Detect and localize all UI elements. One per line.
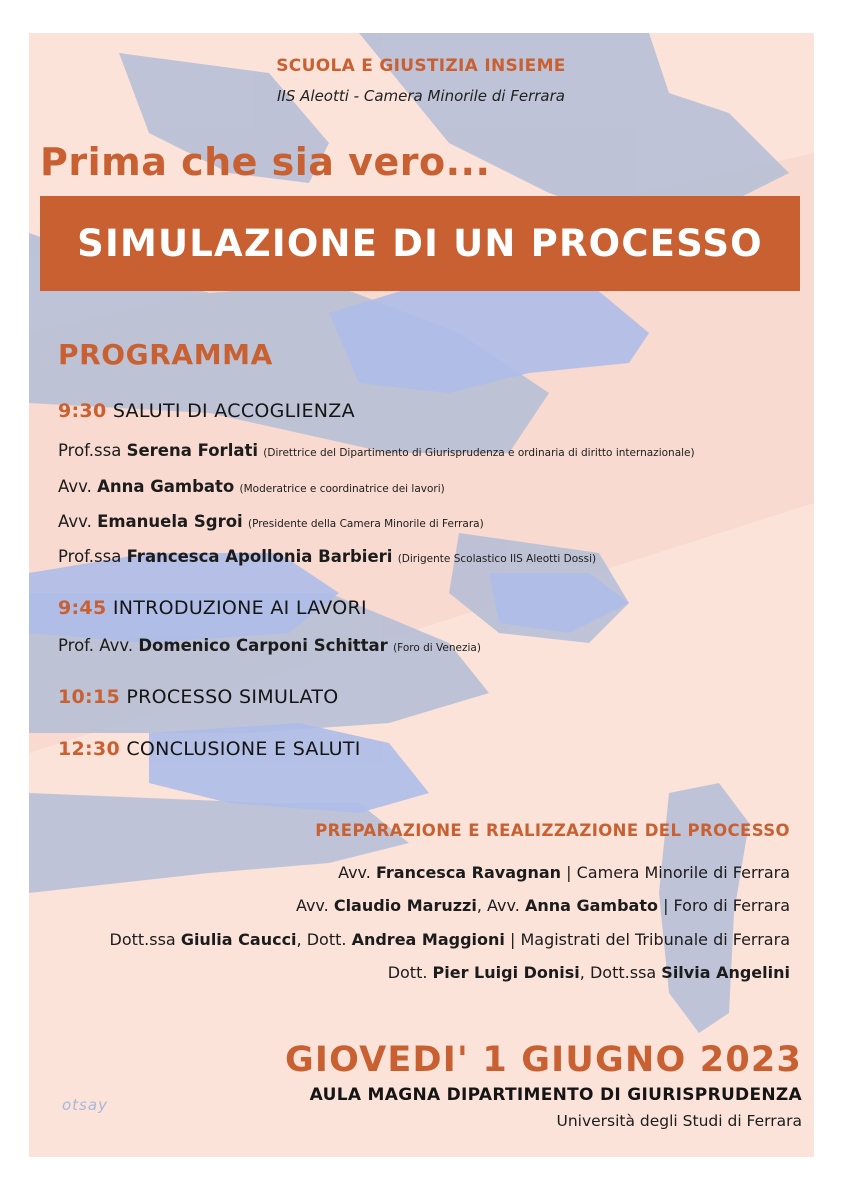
preparation-line xyxy=(338,863,790,882)
slot-time: 12:30 xyxy=(58,738,120,760)
prep-comma: , xyxy=(579,963,585,982)
event-title-banner: SIMULAZIONE DI UN PROCESSO xyxy=(40,196,800,291)
prep-separator: | xyxy=(566,863,572,882)
slot-label: CONCLUSIONE E SALUTI xyxy=(126,738,361,760)
prep-title: Dott.ssa xyxy=(589,963,657,982)
preparation-line xyxy=(388,963,790,982)
prep-title: Avv. xyxy=(487,896,520,915)
prep-title: Dott. xyxy=(306,930,347,949)
speaker-role: (Presidente della Camera Minorile di Ferrara) xyxy=(247,518,484,530)
slot-label: INTRODUZIONE AI LAVORI xyxy=(112,597,367,619)
speaker-title: Prof. Avv. xyxy=(58,636,134,655)
program-heading: PROGRAMMA xyxy=(58,338,273,371)
preparation-heading: PREPARAZIONE E REALIZZAZIONE DEL PROCESSO xyxy=(315,821,790,840)
prep-name: Silvia Angelini xyxy=(661,963,790,982)
prep-name: Francesca Ravagnan xyxy=(375,863,562,882)
slot-time: 9:30 xyxy=(58,400,107,422)
event-university: Università degli Studi di Ferrara xyxy=(556,1112,802,1130)
prep-separator: | xyxy=(663,896,669,915)
prep-name: Anna Gambato xyxy=(524,896,658,915)
event-venue: AULA MAGNA DIPARTIMENTO DI GIURISPRUDENZA xyxy=(309,1085,802,1105)
program-slot xyxy=(58,738,361,760)
slot-time: 9:45 xyxy=(58,597,107,619)
prep-title: Avv. xyxy=(338,863,371,882)
prep-name: Claudio Maruzzi xyxy=(333,896,477,915)
speaker-row xyxy=(58,441,695,460)
speaker-row xyxy=(58,477,445,496)
speaker-title: Prof.ssa xyxy=(58,441,122,460)
program-slot xyxy=(58,686,339,708)
prep-title: Avv. xyxy=(295,896,329,915)
preparation-line xyxy=(110,930,791,949)
slot-time: 10:15 xyxy=(58,686,120,708)
speaker-title: Avv. xyxy=(58,512,92,531)
event-headline: Prima che sia vero... xyxy=(40,140,491,184)
slot-label: PROCESSO SIMULATO xyxy=(126,686,339,708)
artist-signature: otsay xyxy=(62,1096,108,1114)
prep-name: Giulia Caucci xyxy=(180,930,297,949)
prep-separator: | xyxy=(509,930,516,949)
speaker-role: (Direttrice del Dipartimento di Giurisprudenza e ordinaria di diritto internazionale) xyxy=(263,447,695,459)
prep-name: Pier Luigi Donisi xyxy=(432,963,580,982)
slot-label: SALUTI DI ACCOGLIENZA xyxy=(112,400,355,422)
preparation-line xyxy=(296,896,790,915)
prep-organization: Foro di Ferrara xyxy=(673,896,790,915)
speaker-title: Avv. xyxy=(58,477,92,496)
prep-title: Dott.ssa xyxy=(109,930,176,949)
prep-name: Andrea Maggioni xyxy=(351,930,505,949)
speaker-row xyxy=(58,547,596,566)
speaker-role: (Dirigente Scolastico IIS Aleotti Dossi) xyxy=(397,553,597,565)
speaker-row xyxy=(58,512,484,531)
event-date: GIOVEDI' 1 GIUGNO 2023 xyxy=(284,1040,802,1080)
speaker-role: (Foro di Venezia) xyxy=(393,642,481,654)
speaker-name: Anna Gambato xyxy=(97,477,235,496)
prep-title: Dott. xyxy=(387,963,428,982)
prep-organization: Magistrati del Tribunale di Ferrara xyxy=(520,930,790,949)
speaker-name: Domenico Carponi Schittar xyxy=(138,636,388,655)
program-slot xyxy=(58,597,367,619)
prep-comma: , xyxy=(476,896,482,915)
program-slot xyxy=(58,400,355,422)
speaker-title: Prof.ssa xyxy=(58,547,122,566)
speaker-name: Serena Forlati xyxy=(126,441,259,460)
prep-organization: Camera Minorile di Ferrara xyxy=(576,863,790,882)
speaker-name: Francesca Apollonia Barbieri xyxy=(126,547,393,566)
organizer-title: SCUOLA E GIUSTIZIA INSIEME xyxy=(276,56,566,76)
prep-comma: , xyxy=(296,930,302,949)
speaker-name: Emanuela Sgroi xyxy=(97,512,243,531)
speaker-row xyxy=(58,636,481,655)
speaker-role: (Moderatrice e coordinatrice dei lavori) xyxy=(239,483,445,495)
organizer-subtitle: IIS Aleotti - Camera Minorile di Ferrara xyxy=(277,87,565,105)
